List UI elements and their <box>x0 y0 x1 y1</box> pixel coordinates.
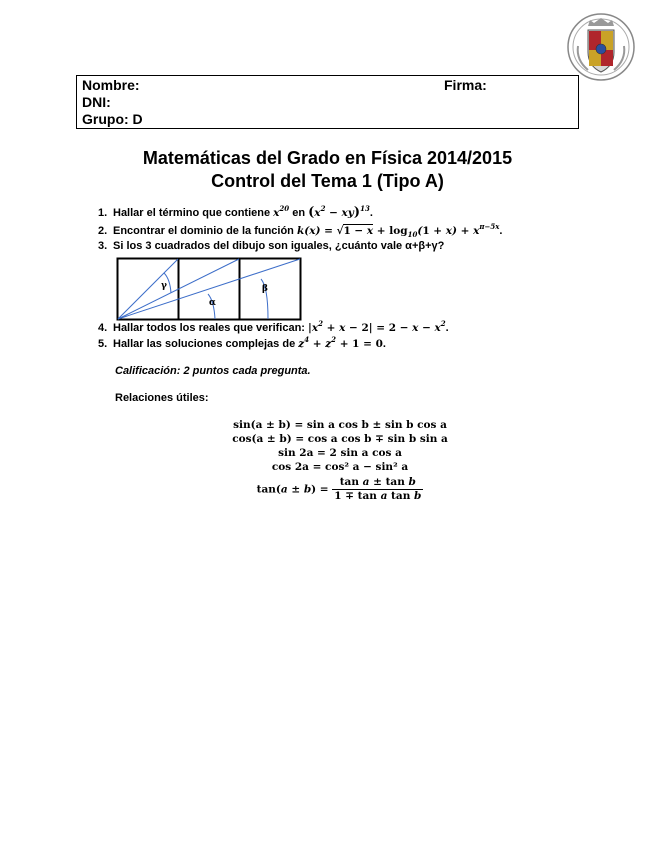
question-math: $k(x) = √1 - x + \log_{10}(1 + x) + x^{\pi-5x}$ <box>296 222 500 239</box>
formula-sin-double: sin 2a = 2 sin a cos a <box>278 447 402 459</box>
question-1: 1. Hallar el término que contiene $x^{20}$ en $(x^2 - xy)^{13}$. <box>98 204 373 220</box>
question-text: Hallar todos los reales que verifican: <box>113 322 305 334</box>
dni-label: DNI: <box>82 94 111 110</box>
question-3 <box>98 239 444 253</box>
question-math: $x^{20}$ <box>273 204 290 219</box>
nombre-label: Nombre: <box>82 77 140 93</box>
question-number: 4. <box>98 322 108 334</box>
question-5: 5. Hallar las soluciones complejas de $z^4 + z^2 + 1 = 0$. <box>98 335 386 350</box>
formula-cos-sum: cos(a ± b) = cos a cos b ∓ sin b sin a <box>232 433 448 445</box>
gamma-label: γ <box>161 281 167 291</box>
formula-cos-double: cos 2a = cos² a − sin² a <box>271 461 409 473</box>
question-text: Si los 3 cuadrados del dibujo son iguales, ¿cuánto vale α+β+γ? <box>113 240 445 252</box>
tan-fraction: $\frac{\text{tan a ± tan b}}{\text{1 ∓ tan a tan b}}$ <box>334 476 422 502</box>
question-4: 4. Hallar todos los reales que verifican: $|x^2 + x - 2| = 2 - x - x^2$. <box>98 319 449 334</box>
student-info-box <box>76 75 579 129</box>
exam-title: Matemáticas del Grado en Física 2014/2015 <box>142 148 513 168</box>
question-text: Hallar las soluciones complejas de <box>113 338 296 350</box>
question-math: $z^4 + z^2 + 1 = 0$ <box>298 335 383 350</box>
three-squares-figure <box>116 257 302 321</box>
formula-sin-sum: sin(a ± b) = sin a cos b ± sin b cos a <box>233 419 447 431</box>
question-join: en <box>292 207 306 219</box>
question-math: $|x^2 + x - 2| = 2 - x - x^2$ <box>308 319 446 334</box>
formula-tan-sum: tan(a ± b) = $\frac{\text{tan a ± tan b}}{\text{1 ∓ tan a tan b}}$ <box>256 476 422 502</box>
question-number: 1. <box>98 207 108 219</box>
firma-label: Firma: <box>444 77 487 93</box>
question-math-2: $(x^2 - xy)^{13}$ <box>308 204 370 220</box>
exam-subtitle: Control del Tema 1 (Tipo A) <box>211 171 444 191</box>
beta-label: β <box>262 284 268 294</box>
question-number: 3. <box>98 240 108 252</box>
university-crest-logo <box>566 12 636 82</box>
question-text: Encontrar el dominio de la función <box>113 225 294 237</box>
alpha-label: α <box>209 298 216 308</box>
grupo-label: Grupo: D <box>82 111 143 127</box>
relations-label: Relaciones útiles: <box>115 392 209 404</box>
grading-note: Calificación: 2 puntos cada pregunta. <box>115 365 311 377</box>
question-2: 2. Encontrar el dominio de la función $k(x) = √1 - x + \log_{10}(1 + x) + x^{\pi-5x}$. <box>98 222 503 239</box>
question-number: 2. <box>98 225 108 237</box>
formula-list <box>200 418 480 503</box>
question-text: Hallar el término que contiene <box>113 207 271 219</box>
question-number: 5. <box>98 338 108 350</box>
